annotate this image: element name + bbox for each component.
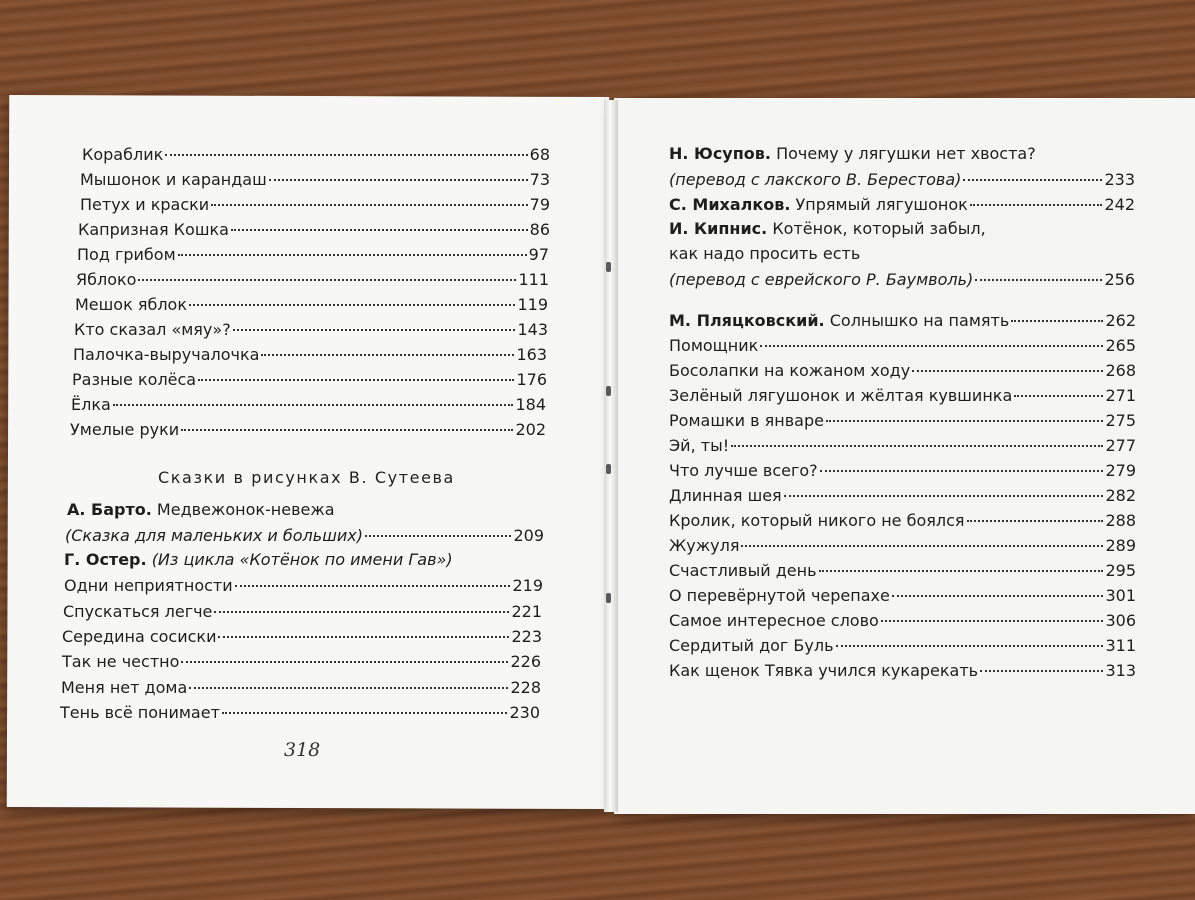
- author-name: И. Кипнис.: [669, 219, 768, 238]
- cycle-title: (Из цикла «Котёнок по имени Гав»): [151, 550, 453, 569]
- toc-entry: Под грибом 97: [77, 245, 549, 264]
- story-title: Солнышко на память: [829, 311, 1010, 330]
- toc-entry: Мышонок и карандаш 73: [80, 170, 550, 189]
- toc-entry: Одни неприятности 219: [64, 576, 543, 595]
- toc-entry: (Сказка для маленьких и больших) 209: [65, 526, 544, 545]
- author-name: М. Пляцковский.: [669, 311, 825, 330]
- toc-entry: Кролик, который никого не боялся 288: [669, 511, 1136, 530]
- toc-entry: Кто сказал «мяу»? 143: [74, 320, 548, 339]
- toc-entry: Эй, ты! 277: [669, 436, 1136, 455]
- toc-entry: Как щенок Тявка учился кукарекать 313: [669, 661, 1136, 680]
- author-name: С. Михалков.: [669, 195, 791, 214]
- toc-entry: Яблоко 111: [76, 270, 549, 289]
- toc-entry: Ромашки в январе 275: [669, 411, 1136, 430]
- toc-entry: Разные колёса 176: [72, 370, 547, 389]
- toc-entry: (перевод с еврейского Р. Баумволь) 256: [669, 270, 1135, 289]
- handwritten-page-number: 318: [284, 739, 321, 761]
- toc-entry: Счастливый день 295: [669, 561, 1136, 580]
- author-name: А. Барто.: [67, 500, 152, 519]
- section-heading: Сказки в рисунках В. Сутеева: [158, 468, 455, 487]
- story-title: Котёнок, который забыл,: [772, 219, 986, 238]
- toc-entry: М. Пляцковский. Солнышко на память 262: [669, 311, 1136, 330]
- story-title: Упрямый лягушонок: [795, 195, 968, 214]
- toc-entry: Сердитый дог Буль 311: [669, 636, 1136, 655]
- toc-author-entry: [669, 219, 986, 245]
- toc-entry: Ёлка 184: [71, 395, 546, 414]
- toc-entry: Кораблик 68: [82, 145, 550, 164]
- toc-author-entry: [669, 144, 1036, 170]
- binding-stitch: [606, 262, 611, 272]
- toc-entry: Петух и краски 79: [80, 195, 550, 214]
- binding-stitch: [606, 386, 611, 396]
- story-title: Почему у лягушки нет хвоста?: [776, 144, 1036, 163]
- toc-author-entry: [67, 500, 335, 526]
- toc-entry: Мешок яблок 119: [75, 295, 548, 314]
- toc-entry: Меня нет дома 228: [61, 678, 541, 697]
- toc-entry: (перевод с лакского В. Берестова) 233: [669, 170, 1135, 189]
- story-title: Медвежонок-невежа: [156, 500, 335, 519]
- toc-entry: Палочка-выручалочка 163: [73, 345, 547, 364]
- toc-entry: Самое интересное слово 306: [669, 611, 1136, 630]
- story-title-continued: как надо просить есть: [669, 244, 861, 263]
- toc-entry: Умелые руки 202: [70, 420, 546, 439]
- book-spine: [604, 100, 618, 812]
- toc-entry: Зелёный лягушонок и жёлтая кувшинка 271: [669, 386, 1136, 405]
- toc-author-entry: [64, 550, 453, 576]
- toc-entry: Что лучше всего? 279: [669, 461, 1136, 480]
- toc-entry: Так не честно 226: [62, 652, 541, 671]
- toc-entry: Тень всё понимает 230: [60, 703, 540, 722]
- toc-entry: О перевёрнутой черепахе 301: [669, 586, 1136, 605]
- toc-entry: Спускаться легче 221: [63, 602, 542, 621]
- toc-entry: С. Михалков. Упрямый лягушонок 242: [669, 195, 1135, 214]
- author-name: Н. Юсупов.: [669, 144, 771, 163]
- toc-entry: Босолапки на кожаном ходу 268: [669, 361, 1136, 380]
- toc-entry: Помощник 265: [669, 336, 1136, 355]
- author-name: Г. Остер.: [64, 550, 147, 569]
- binding-stitch: [606, 464, 611, 474]
- toc-entry: Середина сосиски 223: [62, 627, 542, 646]
- toc-entry: Длинная шея 282: [669, 486, 1136, 505]
- toc-entry: Капризная Кошка 86: [78, 220, 550, 239]
- toc-entry: Жужуля 289: [669, 536, 1136, 555]
- binding-stitch: [606, 593, 611, 603]
